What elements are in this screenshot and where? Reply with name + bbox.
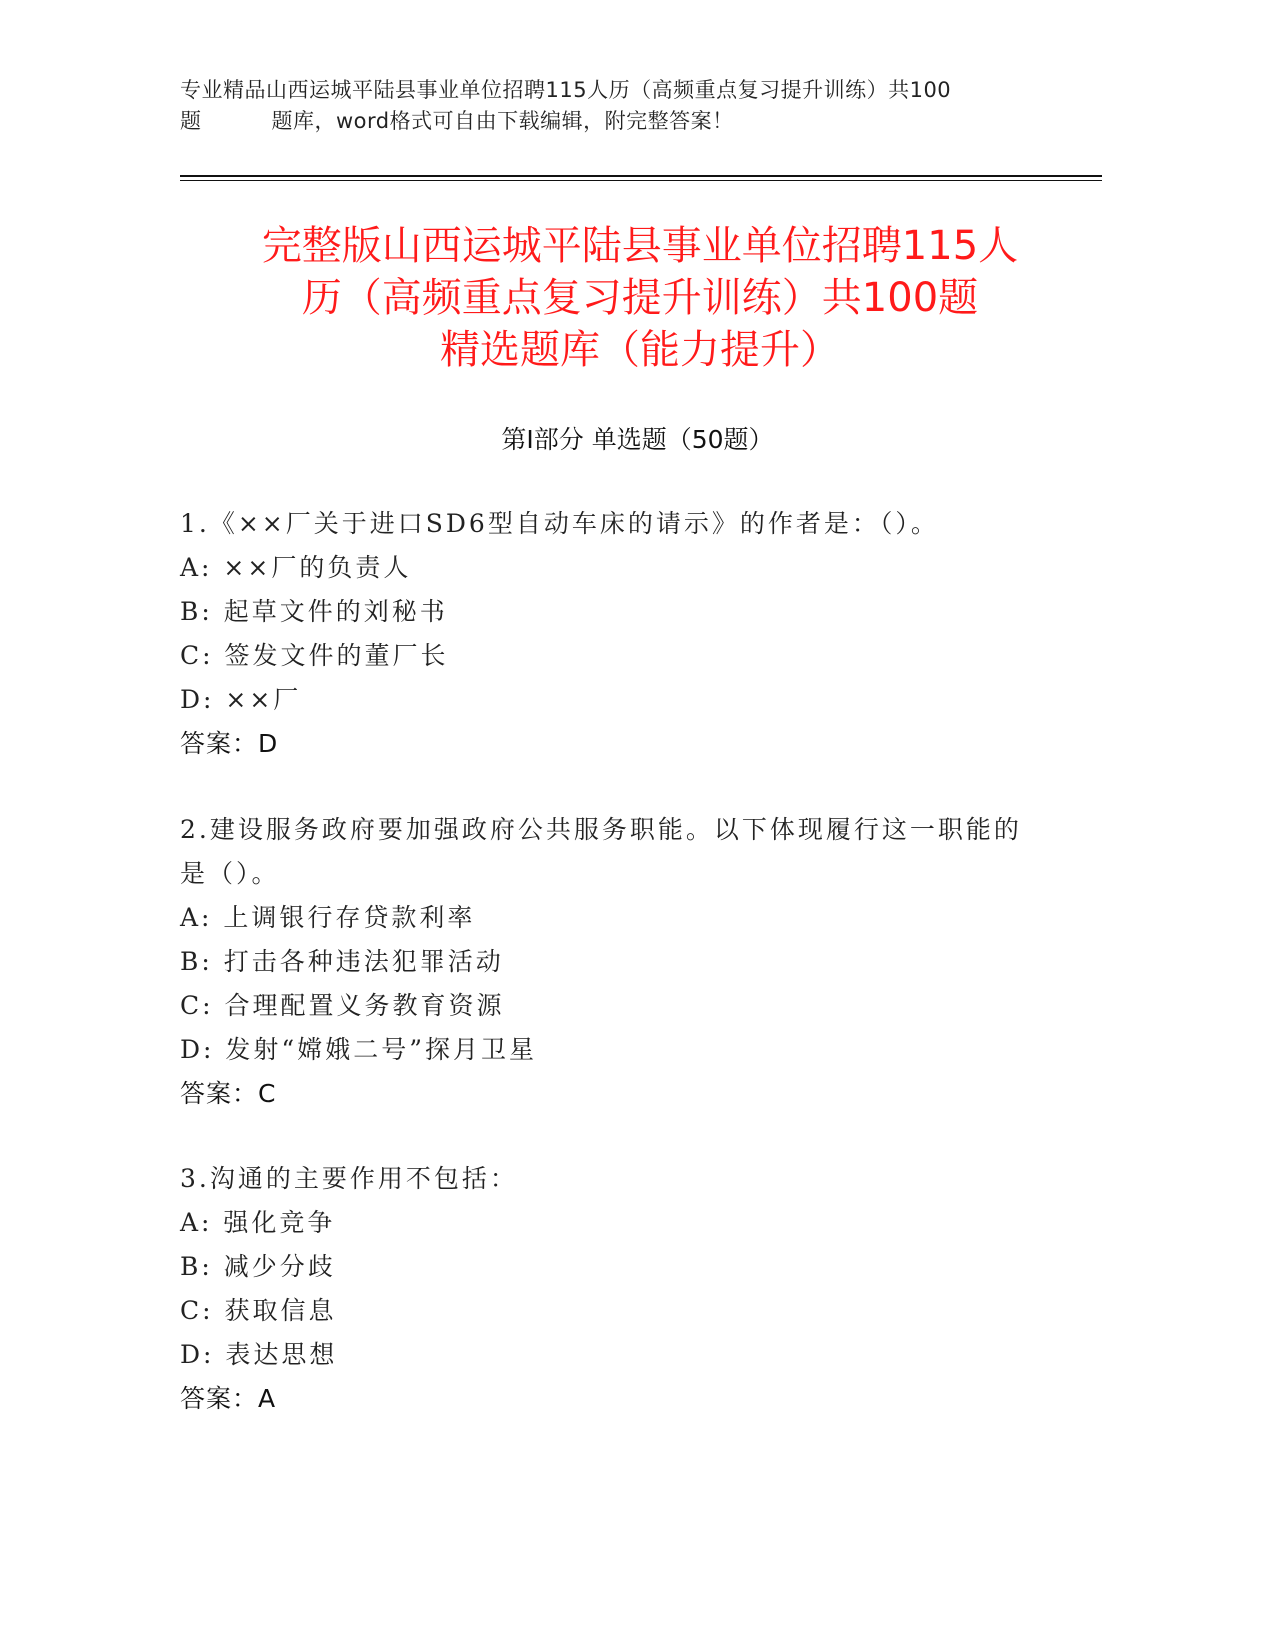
header-note-line-2-rest: 题库，word格式可自由下载编辑，附完整答案！ <box>271 109 734 133</box>
question-3 <box>180 1157 1060 1421</box>
header-rule-thin <box>180 180 1102 181</box>
header-note-line-2 <box>180 106 1080 137</box>
option-d: D: 发射“嫦娥二号”探月卫星 <box>180 1035 537 1064</box>
section-heading: 第Ⅰ部分 单选题（50题） <box>501 425 774 454</box>
option-a: A: ××厂的负责人 <box>180 553 412 582</box>
question-stem: 1.《××厂关于进口SD6型自动车床的请示》的作者是：（）。 <box>180 509 939 538</box>
option-c: C: 获取信息 <box>180 1296 337 1325</box>
question-stem: 3.沟通的主要作用不包括： <box>180 1164 518 1193</box>
option-d: D: ××厂 <box>180 685 302 714</box>
title-line-1: 完整版山西运城平陆县事业单位招聘115人 <box>261 223 1019 269</box>
question-stem: 2.建设服务政府要加强政府公共服务职能。以下体现履行这一职能的 <box>180 815 1022 844</box>
answer: 答案：C <box>180 1079 277 1108</box>
option-a: A: 强化竞争 <box>180 1208 336 1237</box>
document-title <box>160 220 1120 376</box>
option-c: C: 合理配置义务教育资源 <box>180 991 505 1020</box>
title-line-2: 历（高频重点复习提升训练）共100题 <box>301 275 979 321</box>
answer: 答案：A <box>180 1384 277 1413</box>
option-a: A: 上调银行存贷款利率 <box>180 903 476 932</box>
option-c: C: 签发文件的董厂长 <box>180 641 449 670</box>
answer: 答案：D <box>180 729 279 758</box>
header-note-line-2-start: 题 <box>180 109 202 133</box>
question-1 <box>180 502 1060 766</box>
header-rule-thick <box>180 175 1102 177</box>
option-b: B: 起草文件的刘秘书 <box>180 597 448 626</box>
question-stem-continued: 是（）。 <box>180 859 280 888</box>
header-note-line-1: 专业精品山西运城平陆县事业单位招聘115人历（高频重点复习提升训练）共100 <box>180 78 952 102</box>
option-b: B: 减少分歧 <box>180 1252 336 1281</box>
option-b: B: 打击各种违法犯罪活动 <box>180 947 504 976</box>
header-note <box>180 75 1080 137</box>
question-2 <box>180 808 1060 1116</box>
title-line-3: 精选题库（能力提升） <box>440 327 840 373</box>
option-d: D: 表达思想 <box>180 1340 338 1369</box>
